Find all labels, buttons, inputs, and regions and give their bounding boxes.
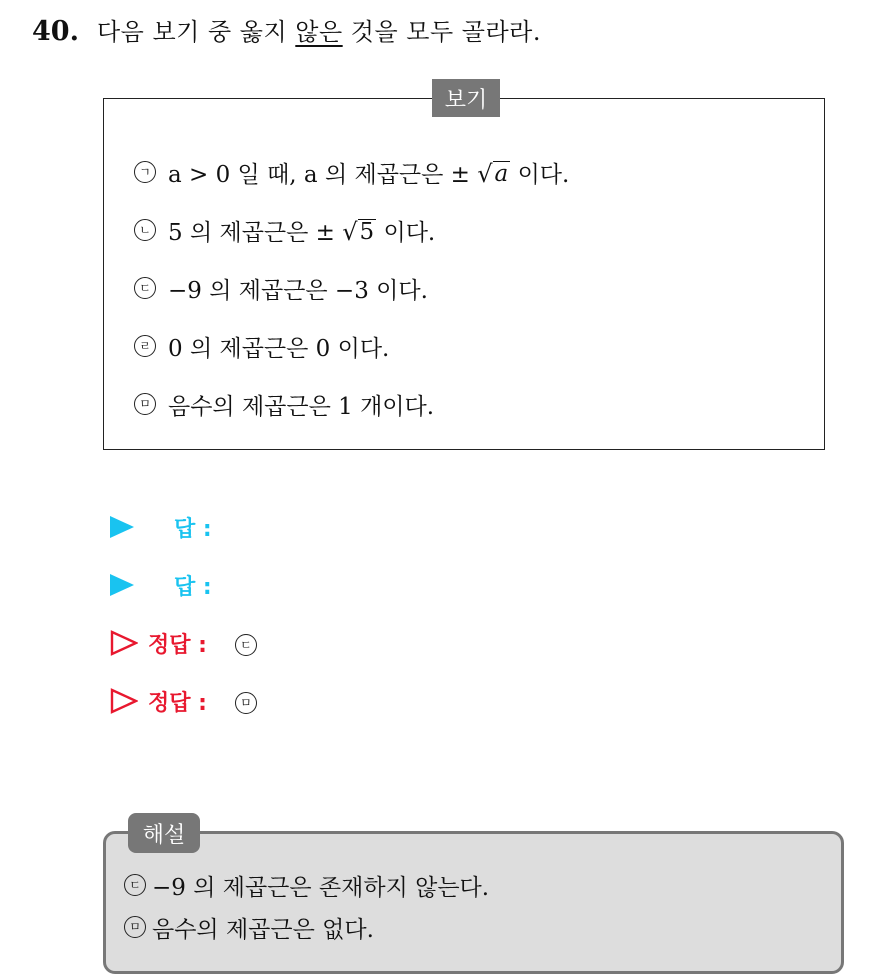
bogi-item-3 — [134, 259, 569, 317]
answer-label: 답 : — [174, 574, 212, 600]
circled-marker: ㅁ — [134, 393, 156, 415]
circled-marker: ㄹ — [134, 335, 156, 357]
outline-triangle-icon — [110, 688, 138, 714]
sqrt-argument: 5 — [359, 219, 375, 246]
circled-marker: ㅁ — [124, 916, 146, 938]
correct-answer-row-1 — [110, 614, 257, 672]
question-text-after: 것을 모두 골라라. — [342, 18, 541, 46]
outline-triangle-icon — [110, 630, 138, 656]
filled-triangle-icon — [110, 574, 134, 596]
correct-answer-value — [235, 688, 257, 714]
answers-section — [110, 498, 257, 730]
sqrt-expression — [477, 160, 510, 188]
correct-answer-label: 정답 : — [148, 690, 207, 716]
sqrt-expression — [342, 218, 376, 246]
bogi-list — [134, 143, 569, 433]
explanation-box — [103, 822, 844, 974]
bogi-item-1 — [134, 143, 569, 201]
explanation-label: 해설 — [128, 813, 200, 853]
bogi-item-text: 음수의 제곱근은 1 개이다. — [168, 393, 435, 420]
explanation-line-2 — [124, 906, 489, 948]
circled-marker: ㄱ — [134, 161, 156, 183]
answer-blank-row-2 — [110, 556, 257, 614]
explanation-line-1 — [124, 864, 489, 906]
explanation-lines — [124, 864, 489, 948]
bogi-item-text — [168, 156, 569, 189]
sqrt-radical-icon: √ — [477, 159, 493, 188]
correct-answer-row-2 — [110, 672, 257, 730]
correct-answer-label: 정답 : — [148, 632, 207, 658]
circled-marker: ㅁ — [235, 692, 257, 714]
bogi-item-text: −9 의 제곱근은 −3 이다. — [168, 277, 428, 304]
question-text — [97, 12, 541, 47]
question-text-before: 다음 보기 중 옳지 — [96, 18, 296, 46]
circled-marker: ㄷ — [134, 277, 156, 299]
bogi-box — [103, 87, 825, 450]
answer-label: 답 : — [174, 516, 212, 542]
bogi-item-pre: 5 의 제곱근은 ± — [168, 219, 343, 246]
filled-triangle-icon — [110, 516, 134, 538]
bogi-item-text: 0 의 제곱근은 0 이다. — [168, 335, 390, 362]
bogi-label: 보기 — [432, 79, 500, 117]
bogi-item-text — [168, 214, 435, 247]
answer-blank-row-1 — [110, 498, 257, 556]
bogi-item-2 — [134, 201, 569, 259]
bogi-item-post: 이다. — [376, 219, 436, 246]
bogi-item-4 — [134, 317, 569, 375]
bogi-item-post: 이다. — [510, 161, 570, 188]
circled-marker: ㄷ — [124, 874, 146, 896]
bogi-item-5 — [134, 375, 569, 433]
explanation-text: 음수의 제곱근은 없다. — [152, 916, 374, 943]
correct-answer-value — [235, 630, 257, 656]
question-text-underlined: 않은 — [295, 18, 343, 46]
question-header — [32, 12, 541, 47]
explanation-text: −9 의 제곱근은 존재하지 않는다. — [152, 874, 490, 901]
circled-marker: ㄴ — [134, 219, 156, 241]
question-number: 40. — [32, 16, 79, 47]
sqrt-radical-icon: √ — [342, 217, 358, 246]
sqrt-argument: a — [494, 161, 509, 188]
circled-marker: ㄷ — [235, 634, 257, 656]
bogi-item-pre: a > 0 일 때, a 의 제곱근은 ± — [168, 161, 478, 188]
